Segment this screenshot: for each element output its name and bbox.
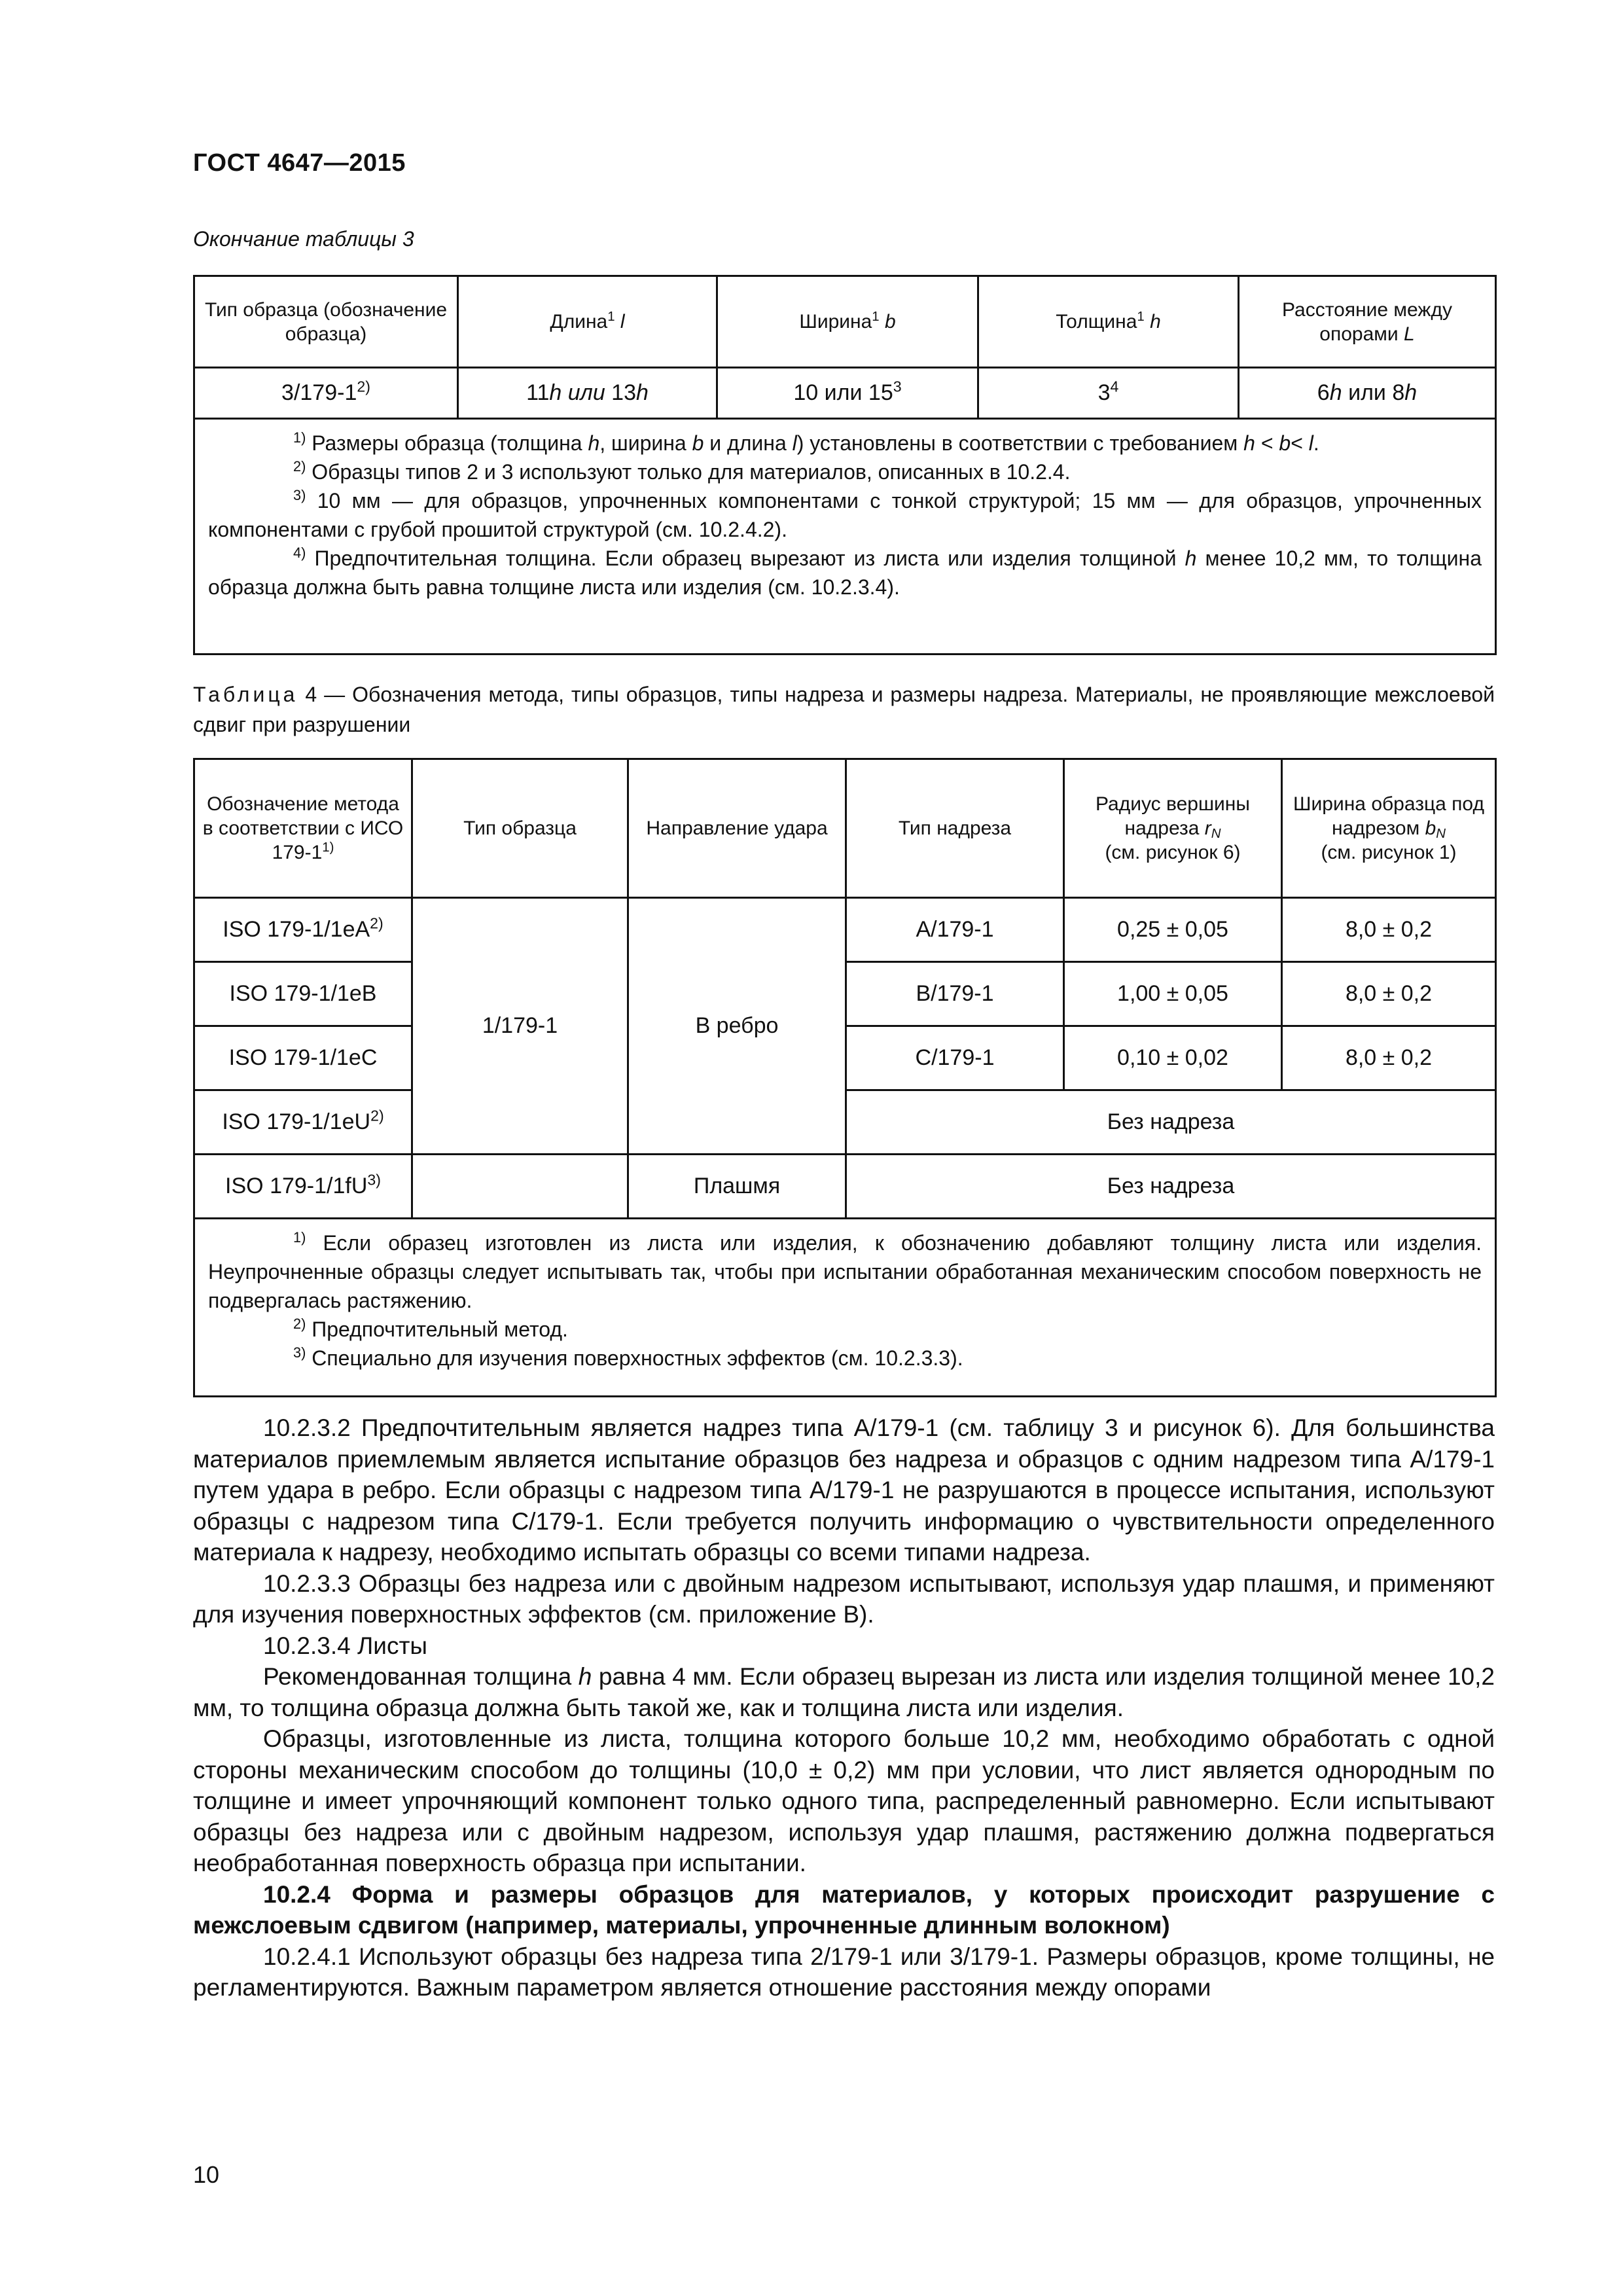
table4-direction-cell: В ребро <box>628 898 846 1155</box>
table4-direction-cell: Плашмя <box>628 1155 846 1219</box>
table4-cell: 8,0 ± 0,2 <box>1282 898 1496 962</box>
table4-no-notch-cell: Без надреза <box>846 1090 1496 1155</box>
table4-cell: ISO 179-1/1eC <box>194 1026 412 1090</box>
table4-cell: 0,25 ± 0,05 <box>1064 898 1282 962</box>
table4-header-cell: Тип надреза <box>846 759 1064 898</box>
table4-cell: 8,0 ± 0,2 <box>1282 962 1496 1026</box>
table4-cell: 0,10 ± 0,02 <box>1064 1026 1282 1090</box>
footnote: $^{3)}$ 10 мм — для образцов, упрочненных компонентами с тонкой структурой; 15 мм — для образцов, упрочненных компонентами с грубой прошитой структурой (см. 10.2.4.2). <box>208 487 1482 541</box>
table4-specimen-type-empty <box>412 1155 628 1219</box>
body-text <box>193 1412 1495 2003</box>
paragraph: Рекомендованная толщина h равна 4 мм. Если образец вырезан из листа или изделия толщиной менее 10,2 мм, то толщина образца должна быть такой же, как и толщина листа или изделия. <box>193 1663 1495 1721</box>
table4-cell: C/179-1 <box>846 1026 1064 1090</box>
table4-header-cell: Ширина образца под надрезом $b_N$ (см. рисунок 1) <box>1282 759 1496 898</box>
table4-cell: A/179-1 <box>846 898 1064 962</box>
table3-row <box>194 368 1496 419</box>
table3-cell: 3/179-1$^{2)}$ <box>194 368 458 419</box>
table4-notes <box>194 1219 1496 1397</box>
table4-header-cell: Тип образца <box>412 759 628 898</box>
table3-continuation-label: Окончание таблицы 3 <box>193 227 414 251</box>
table4-cell: B/179-1 <box>846 962 1064 1026</box>
footnote: $^{1)}$ Размеры образца (толщина h, ширина b и длина l) установлены в соответствии с требованием h < b< l. <box>293 429 1319 455</box>
table3-cell: 11h или 13h <box>458 368 717 419</box>
table4-caption: Таблица 4 — Обозначения метода, типы образцов, типы надреза и размеры надреза. Материалы, не проявляющие межслоевой сдвиг при разрушении <box>193 683 1495 736</box>
table3-notes-row <box>194 419 1496 655</box>
table4-row <box>194 1155 1496 1219</box>
table4 <box>193 758 1497 1397</box>
footnote: $^{1)}$ Если образец изготовлен из листа или изделия, к обозначению добавляют толщину листа или изделия. Неупрочненные образцы следует испытывать так, чтобы при испытании обработанная механическим способом поверхность не подвергалась растяжению. <box>208 1229 1482 1312</box>
table3-notes <box>194 419 1496 655</box>
paragraph: 10.2.4.1 Используют образцы без надреза типа 2/179-1 или 3/179-1. Размеры образцов, кроме толщины, не регламентируются. Важным параметром является отношение расстояния между опорами <box>193 1943 1495 2001</box>
table4-header-row <box>194 759 1496 898</box>
table4-cell: ISO 179-1/1eB <box>194 962 412 1026</box>
table3 <box>193 275 1497 655</box>
table4-cell: 1,00 ± 0,05 <box>1064 962 1282 1026</box>
paragraph: 10.2.3.2 Предпочтительным является надрез типа A/179-1 (см. таблицу 3 и рисунок 6). Для большинства материалов приемлемым является испытание образцов без надреза и образцов с одним надрезом типа A/179-1 путем удара в ребро. Если образцы с надрезом типа A/179-1 не разрушаются в процессе испытания, используют образцы с надрезом типа C/179-1. Если требуется получить информацию о чувствительности определенного материала к надрезу, необходимо испытать образцы со всеми типами надреза. <box>193 1414 1495 1566</box>
paragraph: Образцы, изготовленные из листа, толщина которого больше 10,2 мм, необходимо обработать с одной стороны механическим способом до толщины (10,0 ± 0,2) мм при условии, что лист является однородным по толщине и имеет упрочняющий компонент только одного типа, распределенный равномерно. Если испытывают образцы без надреза или с двойным надрезом, используя удар плашмя, растяжению должна подвергаться необработанная поверхность образца при испытании. <box>193 1725 1495 1876</box>
table4-header-cell: Обозначение метода в соответствии с ИСО 179-1$^{1)}$ <box>194 759 412 898</box>
table3-header-row <box>194 276 1496 368</box>
table3-header-cell: Расстояние между опорами L <box>1239 276 1496 368</box>
table4-cell: ISO $179-1/1eA^{2)}$ <box>194 898 412 962</box>
table4-notes-row <box>194 1219 1496 1397</box>
section-heading: 10.2.4 Форма и размеры образцов для материалов, у которых происходит разрушение с межслоевым сдвигом (например, материалы, упрочненные длинным волокном) <box>193 1880 1495 1939</box>
table3-header-cell: Тип образца (обозначение образца) <box>194 276 458 368</box>
table3-cell: 10 или $15^3$ <box>717 368 978 419</box>
footnote: $^{3)}$ Специально для изучения поверхностных эффектов (см. 10.2.3.3). <box>293 1344 963 1370</box>
table4-cell: ISO $179-1/1fU^{3)}$ <box>194 1155 412 1219</box>
footnote: $^{4)}$ Предпочтительная толщина. Если образец вырезают из листа или изделия толщиной h менее 10,2 мм, то толщина образца должна быть равна толщине листа или изделия (см. 10.2.3.4). <box>208 545 1482 599</box>
table3-cell: $3^4$ <box>978 368 1239 419</box>
table4-row <box>194 898 1496 962</box>
table3-cell: 6h или 8h <box>1239 368 1496 419</box>
section-heading: 10.2.3.4 Листы <box>263 1632 427 1659</box>
table4-cell: ISO $179-1/1eU^{2)}$ <box>194 1090 412 1155</box>
table4-header-cell: Направление удара <box>628 759 846 898</box>
footnote: $^{2)}$ Предпочтительный метод. <box>293 1316 568 1341</box>
table4-no-notch-cell: Без надреза <box>846 1155 1496 1219</box>
table3-header-cell: Толщина$^1$ h <box>978 276 1239 368</box>
table3-header-cell: Ширина$^1$ b <box>717 276 978 368</box>
document-header: ГОСТ 4647—2015 <box>193 149 406 177</box>
table4-specimen-type-cell: 1/179-1 <box>412 898 628 1155</box>
page-number: 10 <box>193 2161 220 2188</box>
table4-cell: 8,0 ± 0,2 <box>1282 1026 1496 1090</box>
table3-header-cell: Длина$^1$ l <box>458 276 717 368</box>
table4-header-cell: Радиус вершины надреза $r_N$ (см. рисунок 6) <box>1064 759 1282 898</box>
footnote: $^{2)}$ Образцы типов 2 и 3 используют только для материалов, описанных в 10.2.4. <box>293 458 1071 484</box>
paragraph: 10.2.3.3 Образцы без надреза или с двойным надрезом испытывают, используя удар плашмя, и применяют для изучения поверхностных эффектов (см. приложение В). <box>193 1570 1495 1628</box>
